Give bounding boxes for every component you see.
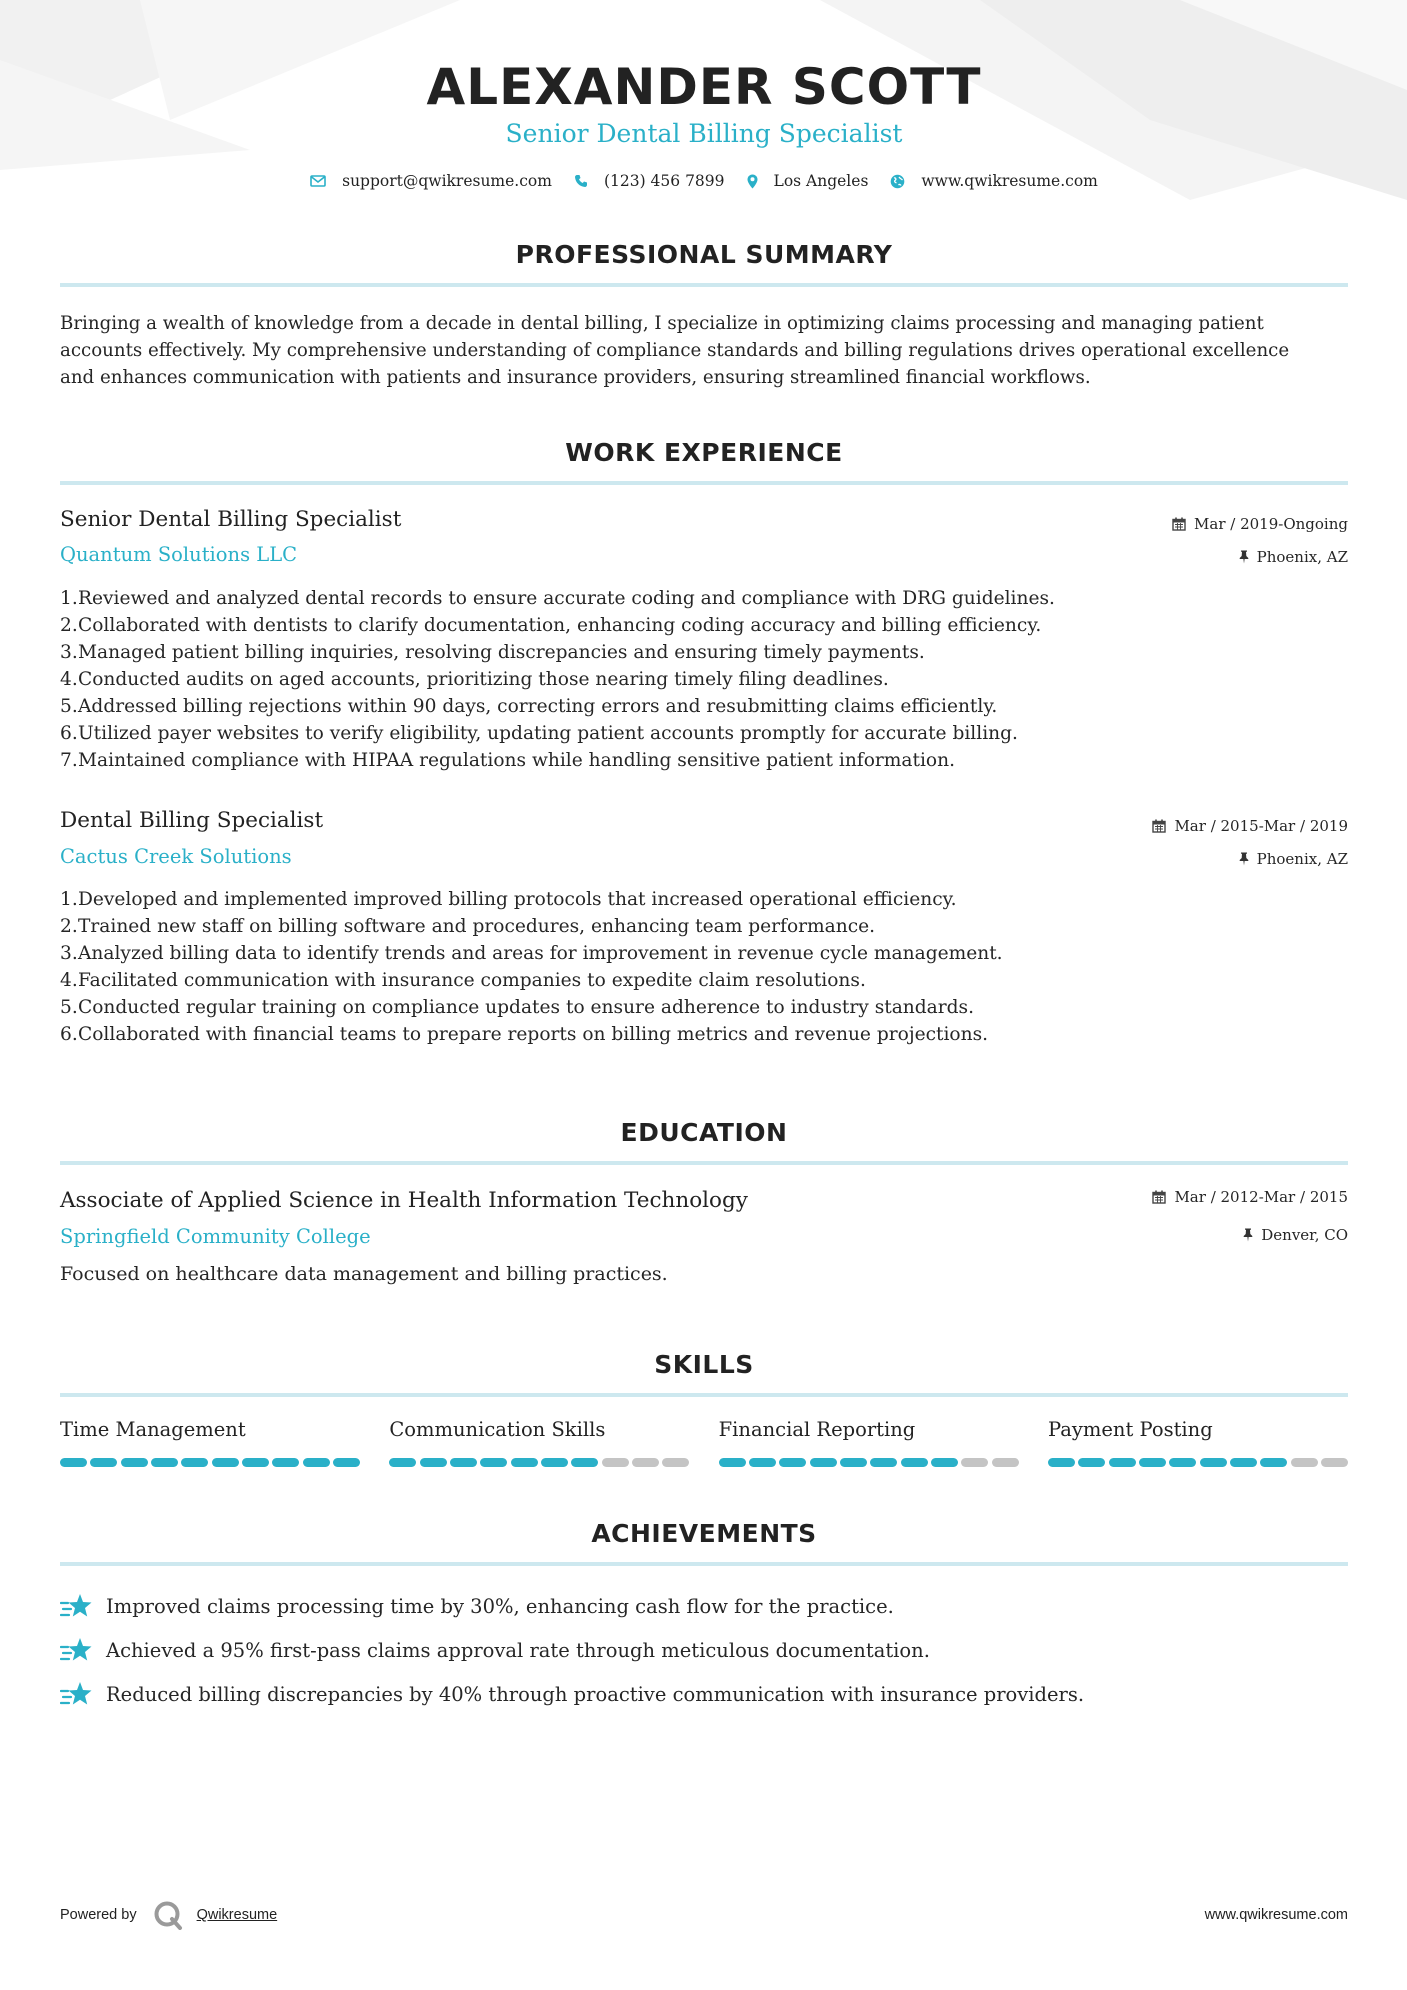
skill-item bbox=[1048, 1418, 1348, 1467]
achievement-text: Reduced billing discrepancies by 40% through proactive communication with insurance providers. bbox=[106, 1682, 1085, 1706]
candidate-name: ALEXANDER SCOTT bbox=[426, 58, 982, 116]
degree-title: Associate of Applied Science in Health Information Technology bbox=[60, 1188, 748, 1213]
achievements-divider bbox=[60, 1562, 1348, 1566]
skill-segment-filled bbox=[303, 1458, 330, 1467]
achievement-item bbox=[60, 1584, 1348, 1628]
email-text: support@qwikresume.com bbox=[342, 172, 552, 190]
job-dates bbox=[1172, 515, 1348, 533]
summary-divider bbox=[60, 283, 1348, 287]
job-location bbox=[1239, 850, 1348, 868]
map-pin-icon bbox=[747, 174, 758, 189]
skill-segment-filled bbox=[151, 1458, 178, 1467]
achievement-text: Achieved a 95% first-pass claims approval rate through meticulous documentation. bbox=[106, 1638, 930, 1662]
achievement-item bbox=[60, 1628, 1348, 1672]
list-item: 1.Developed and implemented improved billing protocols that increased operational efficiency. bbox=[60, 889, 957, 910]
job-responsibilities bbox=[60, 886, 1348, 1048]
skill-segment-empty bbox=[662, 1458, 689, 1467]
skill-segment-filled bbox=[719, 1458, 746, 1467]
summary-line: Bringing a wealth of knowledge from a decade in dental billing, I specialize in optimizing claims processing and managing patient bbox=[60, 313, 1264, 334]
skill-segment-filled bbox=[389, 1458, 416, 1467]
skill-segment-filled bbox=[810, 1458, 837, 1467]
summary-text bbox=[60, 310, 1360, 391]
list-item: 6.Collaborated with financial teams to prepare reports on billing metrics and revenue projections. bbox=[60, 1024, 989, 1045]
list-item: 4.Conducted audits on aged accounts, prioritizing those nearing timely filing deadlines. bbox=[60, 669, 889, 690]
skills-divider bbox=[60, 1393, 1348, 1397]
job-location-text: Phoenix, AZ bbox=[1256, 850, 1348, 868]
job-location-text: Phoenix, AZ bbox=[1256, 548, 1348, 566]
job-company: Cactus Creek Solutions bbox=[60, 845, 292, 868]
skill-segment-empty bbox=[1291, 1458, 1318, 1467]
skill-segment-filled bbox=[181, 1458, 208, 1467]
pushpin-icon bbox=[1243, 1228, 1253, 1242]
skill-segment-empty bbox=[602, 1458, 629, 1467]
list-item: 2.Trained new staff on billing software and procedures, enhancing team performance. bbox=[60, 916, 876, 937]
qwikresume-link[interactable]: Qwikresume bbox=[196, 1907, 278, 1923]
skill-segment-filled bbox=[1200, 1458, 1227, 1467]
skill-segment-filled bbox=[212, 1458, 239, 1467]
summary-line: accounts effectively. My comprehensive understanding of compliance standards and billing regulations drives operational excellence bbox=[60, 340, 1290, 361]
skill-level-bar bbox=[389, 1458, 689, 1467]
candidate-title: Senior Dental Billing Specialist bbox=[505, 119, 903, 148]
contact-bar bbox=[60, 172, 1348, 190]
skill-level-bar bbox=[1048, 1458, 1348, 1467]
contact-website[interactable] bbox=[890, 172, 1097, 190]
skill-item bbox=[389, 1418, 689, 1467]
skill-level-bar bbox=[60, 1458, 360, 1467]
calendar-icon bbox=[1152, 1190, 1166, 1204]
skill-name: Time Management bbox=[60, 1418, 246, 1441]
star-icon bbox=[60, 1680, 94, 1708]
skill-segment-filled bbox=[511, 1458, 538, 1467]
education-location-text: Denver, CO bbox=[1261, 1226, 1348, 1244]
powered-by-label: Powered by bbox=[60, 1907, 137, 1923]
school-name: Springfield Community College bbox=[60, 1225, 371, 1248]
job-location bbox=[1239, 548, 1348, 566]
skill-segment-filled bbox=[272, 1458, 299, 1467]
list-item: 4.Facilitated communication with insurance companies to expedite claim resolutions. bbox=[60, 970, 866, 991]
skill-segment-filled bbox=[1260, 1458, 1287, 1467]
skill-segment-filled bbox=[60, 1458, 87, 1467]
powered-by bbox=[60, 1898, 277, 1932]
skill-segment-filled bbox=[90, 1458, 117, 1467]
job-title: Senior Dental Billing Specialist bbox=[60, 507, 402, 532]
skill-segment-filled bbox=[571, 1458, 598, 1467]
skill-segment-empty bbox=[992, 1458, 1019, 1467]
list-item: 3.Analyzed billing data to identify trends and areas for improvement in revenue cycle management. bbox=[60, 943, 1003, 964]
phone-text: (123) 456 7899 bbox=[603, 172, 725, 190]
job-responsibilities bbox=[60, 585, 1348, 774]
globe-icon bbox=[890, 174, 905, 189]
skill-segment-filled bbox=[749, 1458, 776, 1467]
skill-item bbox=[60, 1418, 360, 1467]
list-item: 5.Conducted regular training on compliance updates to ensure adherence to industry standards. bbox=[60, 997, 975, 1018]
skill-segment-filled bbox=[1048, 1458, 1075, 1467]
skill-segment-filled bbox=[1078, 1458, 1105, 1467]
list-item: 2.Collaborated with dentists to clarify documentation, enhancing coding accuracy and billing efficiency. bbox=[60, 615, 1042, 636]
education-dates-text: Mar / 2012-Mar / 2015 bbox=[1174, 1188, 1348, 1206]
summary-heading: PROFESSIONAL SUMMARY bbox=[515, 240, 893, 269]
list-item: 3.Managed patient billing inquiries, resolving discrepancies and ensuring timely payments. bbox=[60, 642, 925, 663]
job-title: Dental Billing Specialist bbox=[60, 808, 324, 833]
experience-divider bbox=[60, 481, 1348, 485]
skills-heading: SKILLS bbox=[654, 1350, 754, 1379]
contact-location bbox=[747, 172, 869, 190]
education-description: Focused on healthcare data management and billing practices. bbox=[60, 1263, 668, 1285]
skill-level-bar bbox=[719, 1458, 1019, 1467]
education-heading: EDUCATION bbox=[620, 1118, 788, 1147]
skill-segment-filled bbox=[931, 1458, 958, 1467]
skills-grid bbox=[60, 1418, 1348, 1467]
skill-segment-filled bbox=[480, 1458, 507, 1467]
pushpin-icon bbox=[1239, 852, 1249, 866]
summary-line: and enhances communication with patients and insurance providers, ensuring streamlined financial workflows. bbox=[60, 367, 1091, 388]
star-icon bbox=[60, 1636, 94, 1664]
achievement-text: Improved claims processing time by 30%, enhancing cash flow for the practice. bbox=[106, 1594, 894, 1618]
skill-segment-filled bbox=[779, 1458, 806, 1467]
skill-name: Payment Posting bbox=[1047, 1418, 1213, 1441]
website-text: www.qwikresume.com bbox=[921, 172, 1098, 190]
footer-website[interactable]: www.qwikresume.com bbox=[1204, 1907, 1348, 1923]
education-location bbox=[1243, 1226, 1348, 1244]
contact-phone[interactable] bbox=[574, 172, 725, 190]
skill-segment-filled bbox=[450, 1458, 477, 1467]
skill-segment-empty bbox=[632, 1458, 659, 1467]
skill-name: Financial Reporting bbox=[718, 1418, 916, 1441]
pushpin-icon bbox=[1239, 550, 1249, 564]
list-item: 5.Addressed billing rejections within 90 days, correcting errors and resubmitting claims efficiently. bbox=[60, 696, 998, 717]
skill-segment-empty bbox=[961, 1458, 988, 1467]
skill-name: Communication Skills bbox=[389, 1418, 606, 1441]
job-dates-text: Mar / 2015-Mar / 2019 bbox=[1174, 817, 1348, 835]
list-item: 6.Utilized payer websites to verify eligibility, updating patient accounts promptly for accurate billing. bbox=[60, 723, 1018, 744]
calendar-icon bbox=[1172, 517, 1186, 531]
education-divider bbox=[60, 1161, 1348, 1165]
star-icon bbox=[60, 1592, 94, 1620]
skill-segment-filled bbox=[242, 1458, 269, 1467]
skill-segment-filled bbox=[1109, 1458, 1136, 1467]
achievement-item bbox=[60, 1672, 1348, 1716]
education-dates bbox=[1152, 1188, 1348, 1206]
achievements-list bbox=[60, 1584, 1348, 1716]
phone-icon bbox=[574, 174, 588, 188]
skill-segment-filled bbox=[541, 1458, 568, 1467]
list-item: 7.Maintained compliance with HIPAA regulations while handling sensitive patient information. bbox=[60, 750, 955, 771]
skill-segment-filled bbox=[1139, 1458, 1166, 1467]
skill-item bbox=[719, 1418, 1019, 1467]
job-company: Quantum Solutions LLC bbox=[60, 543, 298, 566]
contact-email[interactable] bbox=[310, 172, 552, 190]
skill-segment-filled bbox=[1230, 1458, 1257, 1467]
list-item: 1.Reviewed and analyzed dental records to ensure accurate coding and compliance with DRG guidelines. bbox=[60, 588, 1055, 609]
skill-segment-filled bbox=[420, 1458, 447, 1467]
skill-segment-filled bbox=[121, 1458, 148, 1467]
envelope-icon bbox=[310, 175, 326, 187]
qwikresume-logo-icon bbox=[153, 1900, 183, 1930]
skill-segment-filled bbox=[1169, 1458, 1196, 1467]
skill-segment-filled bbox=[333, 1458, 360, 1467]
location-text: Los Angeles bbox=[773, 172, 869, 190]
experience-heading: WORK EXPERIENCE bbox=[565, 438, 843, 467]
job-dates bbox=[1152, 817, 1348, 835]
calendar-icon bbox=[1152, 819, 1166, 833]
footer bbox=[60, 1898, 1348, 1932]
skill-segment-filled bbox=[901, 1458, 928, 1467]
skill-segment-filled bbox=[840, 1458, 867, 1467]
job-dates-text: Mar / 2019-Ongoing bbox=[1194, 515, 1348, 533]
skill-segment-empty bbox=[1321, 1458, 1348, 1467]
skill-segment-filled bbox=[870, 1458, 897, 1467]
achievements-heading: ACHIEVEMENTS bbox=[591, 1519, 817, 1548]
